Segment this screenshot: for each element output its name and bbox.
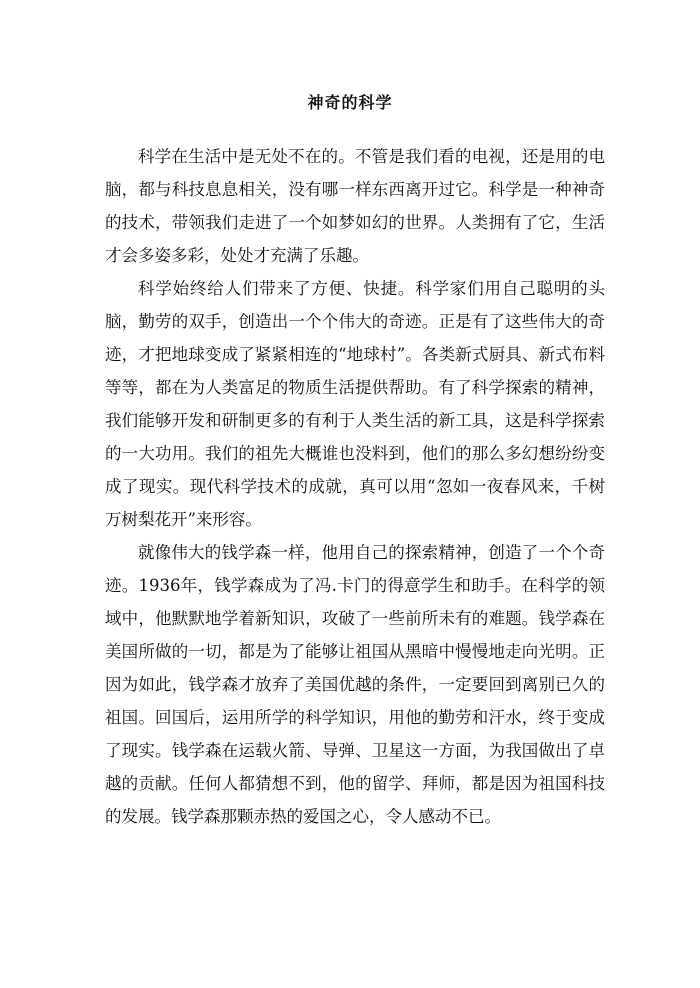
paragraph-2: 科学始终给人们带来了方便、快捷。科学家们用自己聪明的头脑，勤劳的双手，创造出一个个伟大的奇迹。正是有了这些伟大的奇迹，才把地球变成了紧紧相连的“地球村”。各类新式厨具、新式布料等等，都在为人类富足的物质生活提供帮助。有了科学探索的精神，我们能够开发和研制更多的有利于人类生活的新工具，这是科学探索的一大功用。我们的祖先大概谁也没料到，他们的那么多幻想纷纷变成了现实。现代科学技术的成就，真可以用“忽如一夜春风来，千树万树梨花开”来形容。 [105, 279, 605, 529]
document-title: 神奇的科学 [307, 93, 393, 112]
paragraph-1: 科学在生活中是无处不在的。不管是我们看的电视，还是用的电脑，都与科技息息相关，没有哪一样东西离开过它。科学是一种神奇的技术，带领我们走进了一个如梦如幻的世界。人类拥有了它，生活才会多姿多彩，处处才充满了乐趣。 [105, 147, 605, 265]
paragraph-3: 就像伟大的钱学森一样，他用自己的探索精神，创造了一个个奇迹。1936年，钱学森成为了冯.卡门的得意学生和助手。在科学的领域中，他默默地学着新知识，攻破了一些前所未有的难题。钱学森在美国所做的一切，都是为了能够让祖国从黑暗中慢慢地走向光明。正因为如此，钱学森才放弃了美国优越的条件，一定要回到离别已久的祖国。回国后，运用所学的科学知识，用他的勤劳和汗水，终于变成了现实。钱学森在运载火箭、导弹、卫星这一方面，为我国做出了卓越的贡献。任何人都猜想不到，他的留学、拜师，都是因为祖国科技的发展。钱学森那颗赤热的爱国之心，令人感动不已。 [105, 543, 605, 826]
document-body [105, 140, 605, 833]
